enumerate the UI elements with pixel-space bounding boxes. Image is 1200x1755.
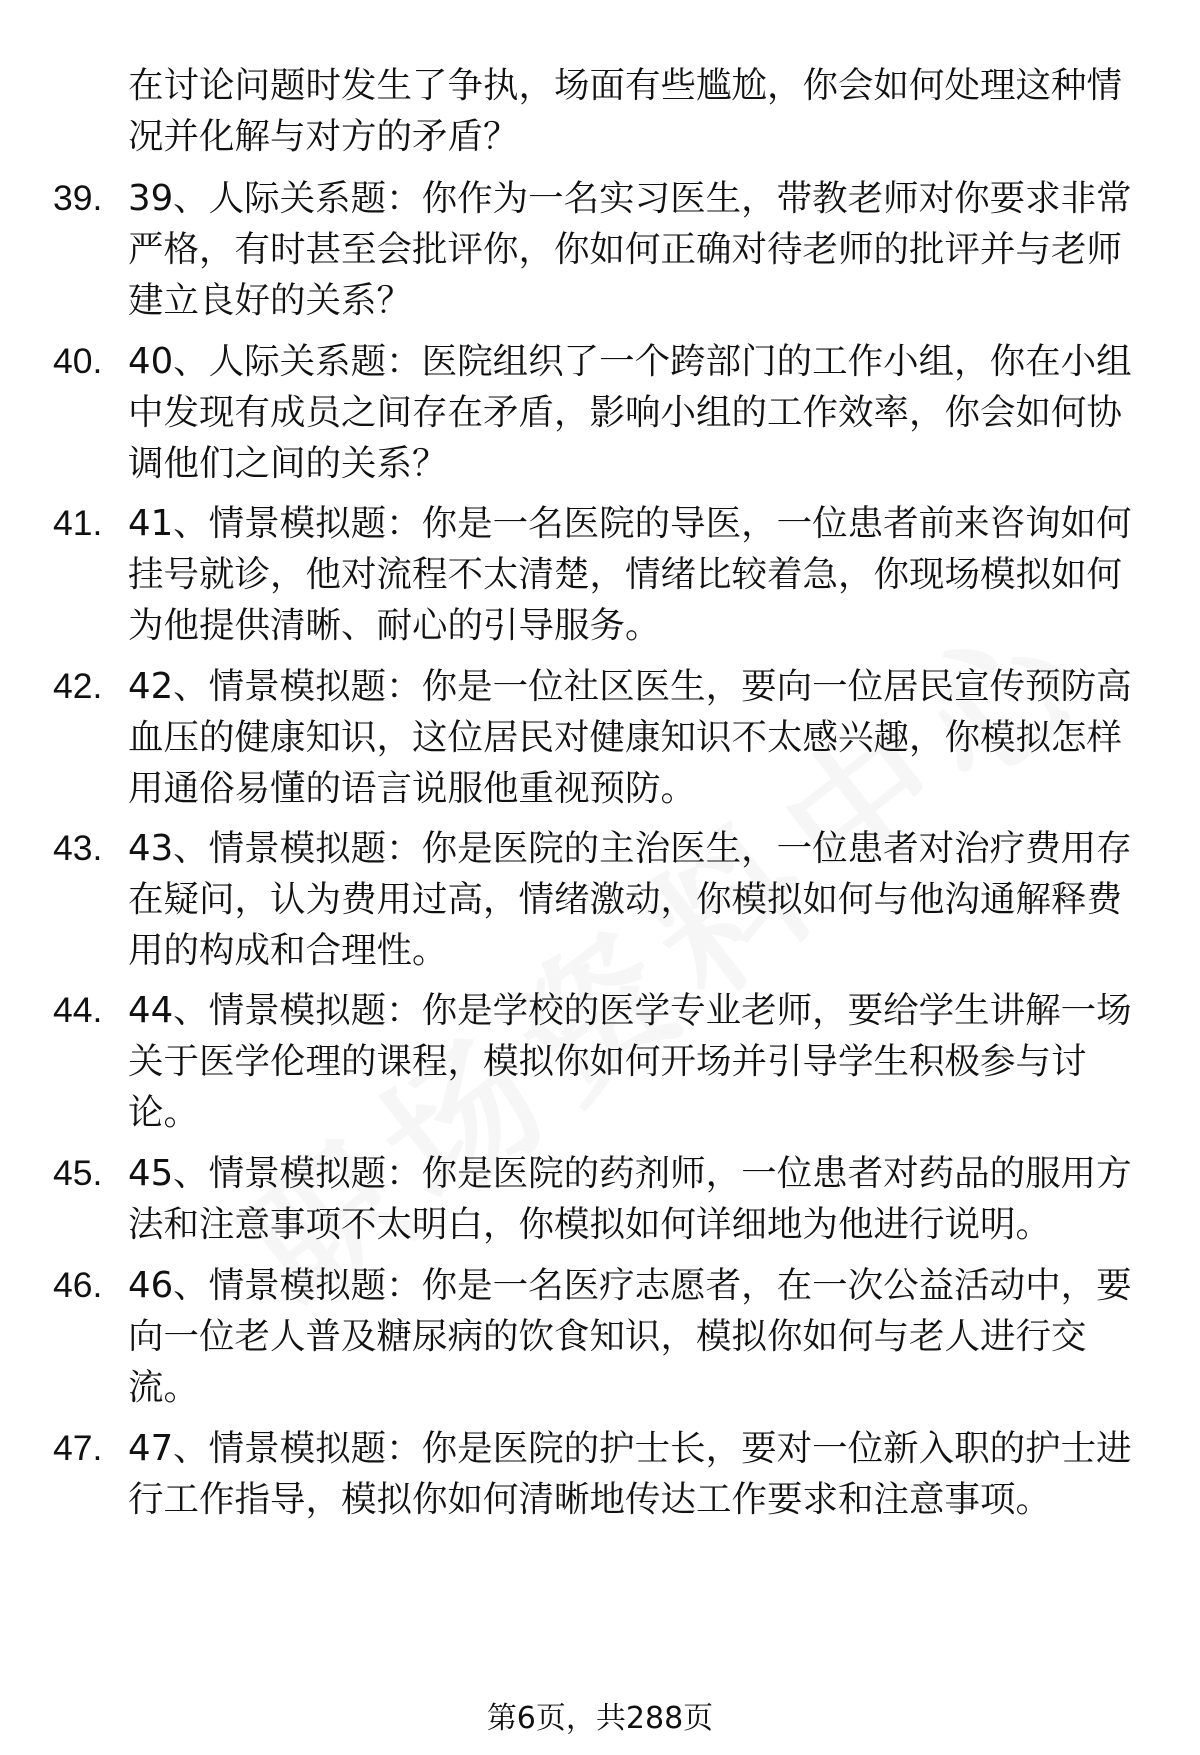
item-number: 42. (53, 666, 103, 706)
continuation-paragraph: 在讨论问题时发生了争执，场面有些尴尬，你会如何处理这种情 况并化解与对方的矛盾？ (128, 65, 1123, 157)
item-text: 43、情景模拟题：你是医院的主治医生，一位患者对治疗费用存 在疑问，认为费用过高，情绪激动，你模拟如何与他沟通解释费 用的构成和合理性。 (128, 828, 1132, 971)
item-number: 44. (53, 990, 103, 1030)
item-number: 46. (53, 1265, 103, 1305)
item-text: 40、人际关系题：医院组织了一个跨部门的工作小组，你在小组 中发现有成员之间存在矛盾，影响小组的工作效率，你会如何协 调他们之间的关系？ (128, 341, 1132, 484)
item-number: 45. (53, 1153, 103, 1193)
item-text: 42、情景模拟题：你是一位社区医生，要向一位居民宣传预防高 血压的健康知识，这位居民对健康知识不太感兴趣，你模拟怎样 用通俗易懂的语言说服他重视预防。 (128, 666, 1132, 809)
page-number: 第6页，共288页 (486, 1701, 714, 1736)
item-number: 41. (53, 503, 103, 543)
item-text: 44、情景模拟题：你是学校的医学专业老师，要给学生讲解一场 关于医学伦理的课程，模拟你如何开场并引导学生积极参与讨 论。 (128, 990, 1132, 1133)
item-text: 47、情景模拟题：你是医院的护士长，要对一位新入职的护士进 行工作指导，模拟你如何清晰地传达工作要求和注意事项。 (128, 1428, 1132, 1520)
item-text: 46、情景模拟题：你是一名医疗志愿者，在一次公益活动中，要 向一位老人普及糖尿病的饮食知识，模拟你如何与老人进行交 流。 (128, 1265, 1132, 1408)
item-number: 39. (53, 178, 103, 218)
item-text: 41、情景模拟题：你是一名医院的导医，一位患者前来咨询如何 挂号就诊，他对流程不太清楚，情绪比较着急，你现场模拟如何 为他提供清晰、耐心的引导服务。 (128, 503, 1132, 646)
item-text: 39、人际关系题：你作为一名实习医生，带教老师对你要求非常 严格，有时甚至会批评你，你如何正确对待老师的批评并与老师 建立良好的关系？ (128, 178, 1132, 321)
item-text: 45、情景模拟题：你是医院的药剂师，一位患者对药品的服用方 法和注意事项不太明白，你模拟如何详细地为他进行说明。 (128, 1153, 1132, 1245)
item-number: 47. (53, 1428, 103, 1468)
item-number: 40. (53, 341, 103, 381)
item-number: 43. (53, 828, 103, 868)
